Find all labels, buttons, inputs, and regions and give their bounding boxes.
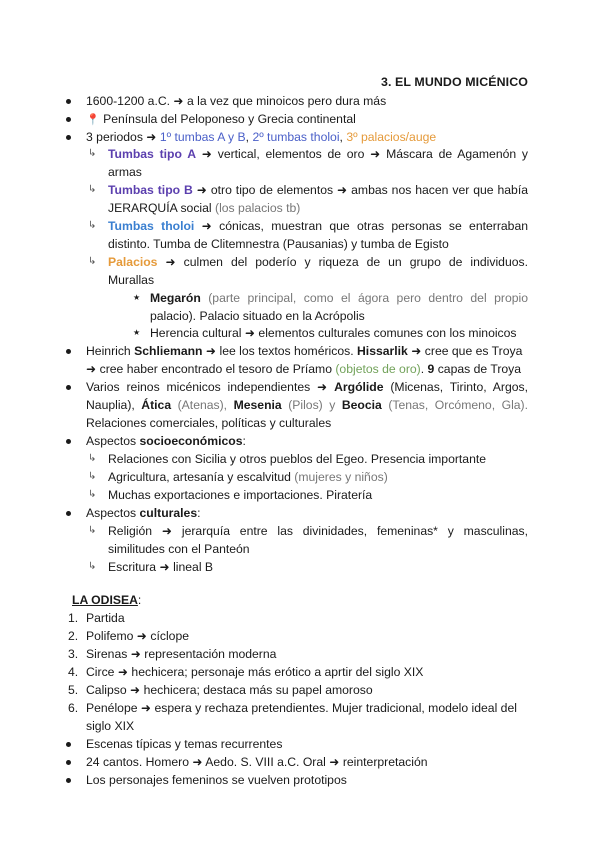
list-item-continuation: Relaciones comerciales, políticas y culturales: [86, 416, 332, 430]
list-item: 3 periodos ➜ 1º tumbas A y B, 2º tumbas tholoi, 3º palacios/auge: [86, 130, 437, 144]
odisea-heading: LA ODISEA:: [72, 593, 142, 607]
list-item: Calipso ➜ hechicera; destaca más su papel amoroso: [86, 683, 373, 697]
bullet-dot: [66, 349, 71, 354]
sub-arrow-icon: ↳: [88, 471, 97, 482]
sub-arrow-icon: ↳: [88, 220, 97, 231]
list-number: 5.: [68, 683, 79, 697]
bullet-dot: [66, 439, 71, 444]
list-item: Palacios ➜ culmen del poderío y riqueza de un grupo de individuos.: [108, 255, 528, 269]
list-item: Circe ➜ hechicera; personaje más erótico a aprtir del siglo XIX: [86, 665, 424, 679]
sub-arrow-icon: ↳: [88, 148, 97, 159]
bullet-dot: [66, 99, 71, 104]
bullet-dot: [66, 511, 71, 516]
list-number: 2.: [68, 629, 79, 643]
pin-icon: 📍: [86, 114, 100, 126]
list-item: Muchas exportaciones e importaciones. Piratería: [108, 488, 373, 502]
list-number: 6.: [68, 701, 79, 715]
list-item: Agricultura, artesanía y escalvitud (mujeres y niños): [108, 470, 388, 484]
list-item: Escritura ➜ lineal B: [108, 560, 214, 574]
bullet-dot: [66, 778, 71, 783]
list-item: Religión ➜ jerarquía entre las divinidades, femeninas* y masculinas,: [108, 524, 528, 538]
list-item: Tumbas tholoi ➜ cónicas, muestran que otras personas se enterraban: [108, 219, 528, 233]
list-number: 4.: [68, 665, 79, 679]
list-item: Varios reinos micénicos independientes ➜ Argólide (Micenas, Tirinto, Argos,: [86, 380, 528, 394]
list-number: 3.: [68, 647, 79, 661]
list-item-continuation: similitudes con el Panteón: [108, 542, 250, 556]
list-item: 24 cantos. Homero ➜ Aedo. S. VIII a.C. Oral ➜ reinterpretación: [86, 755, 428, 769]
list-item: Aspectos culturales:: [86, 506, 201, 520]
list-item-continuation: armas: [108, 165, 142, 179]
bullet-dot: [66, 117, 71, 122]
list-item: Penélope ➜ espera y rechaza pretendientes. Mujer tradicional, modelo ideal del: [86, 701, 517, 715]
list-item: Escenas típicas y temas recurrentes: [86, 737, 283, 751]
list-item: Herencia cultural ➜ elementos culturales comunes con los minoicos: [150, 326, 517, 340]
sub-arrow-icon: ↳: [88, 256, 97, 267]
list-item-continuation: Murallas: [108, 273, 155, 287]
list-item-continuation: ➜ cree haber encontrado el tesoro de Príamo (objetos de oro). 9 capas de Troya: [86, 362, 522, 376]
list-item-continuation: Nauplia), Ática (Atenas), Mesenia (Pilos) y Beocia (Tenas, Orcómeno, Gla).: [86, 398, 528, 412]
list-item-continuation: JERARQUÍA social (los palacios tb): [108, 201, 301, 215]
list-item: Heinrich Schliemann ➜ lee los textos homéricos. Hissarlik ➜ cree que es Troya: [86, 344, 523, 358]
list-item: Sirenas ➜ representación moderna: [86, 647, 277, 661]
list-item: Relaciones con Sicilia y otros pueblos del Egeo. Presencia importante: [108, 452, 487, 466]
list-item: Aspectos socioeconómicos:: [86, 434, 246, 448]
sub-arrow-icon: ↳: [88, 489, 97, 500]
list-item-continuation: palacio). Palacio situado en la Acrópolis: [150, 309, 365, 323]
list-item: Los personajes femeninos se vuelven prototipos: [86, 773, 347, 787]
list-item: Megarón (parte principal, como el ágora pero dentro del propio: [150, 291, 528, 305]
list-item: Polifemo ➜ cíclope: [86, 629, 190, 643]
bullet-dot: [66, 742, 71, 747]
list-item-continuation: distinto. Tumba de Clitemnestra (Pausanias) y tumba de Egisto: [108, 237, 449, 251]
bullet-dot: [66, 385, 71, 390]
list-item: 📍 Península del Peloponeso y Grecia continental: [86, 112, 356, 126]
list-item: Tumbas tipo A ➜ vertical, elementos de oro ➜ Máscara de Agamenón y: [108, 147, 528, 161]
list-item-continuation: siglo XIX: [86, 719, 135, 733]
list-number: 1.: [68, 611, 79, 625]
star-bullet-icon: ★: [133, 293, 141, 302]
sub-arrow-icon: ↳: [88, 525, 97, 536]
star-bullet-icon: ★: [133, 328, 141, 337]
list-item: Tumbas tipo B ➜ otro tipo de elementos ➜ ambas nos hacen ver que había: [108, 183, 528, 197]
list-item: 1600-1200 a.C. ➜ a la vez que minoicos pero dura más: [86, 94, 387, 108]
bullet-dot: [66, 135, 71, 140]
section-title: 3. EL MUNDO MICÉNICO: [380, 75, 528, 89]
sub-arrow-icon: ↳: [88, 184, 97, 195]
list-item: Partida: [86, 611, 125, 625]
sub-arrow-icon: ↳: [88, 453, 97, 464]
sub-arrow-icon: ↳: [88, 561, 97, 572]
bullet-dot: [66, 760, 71, 765]
